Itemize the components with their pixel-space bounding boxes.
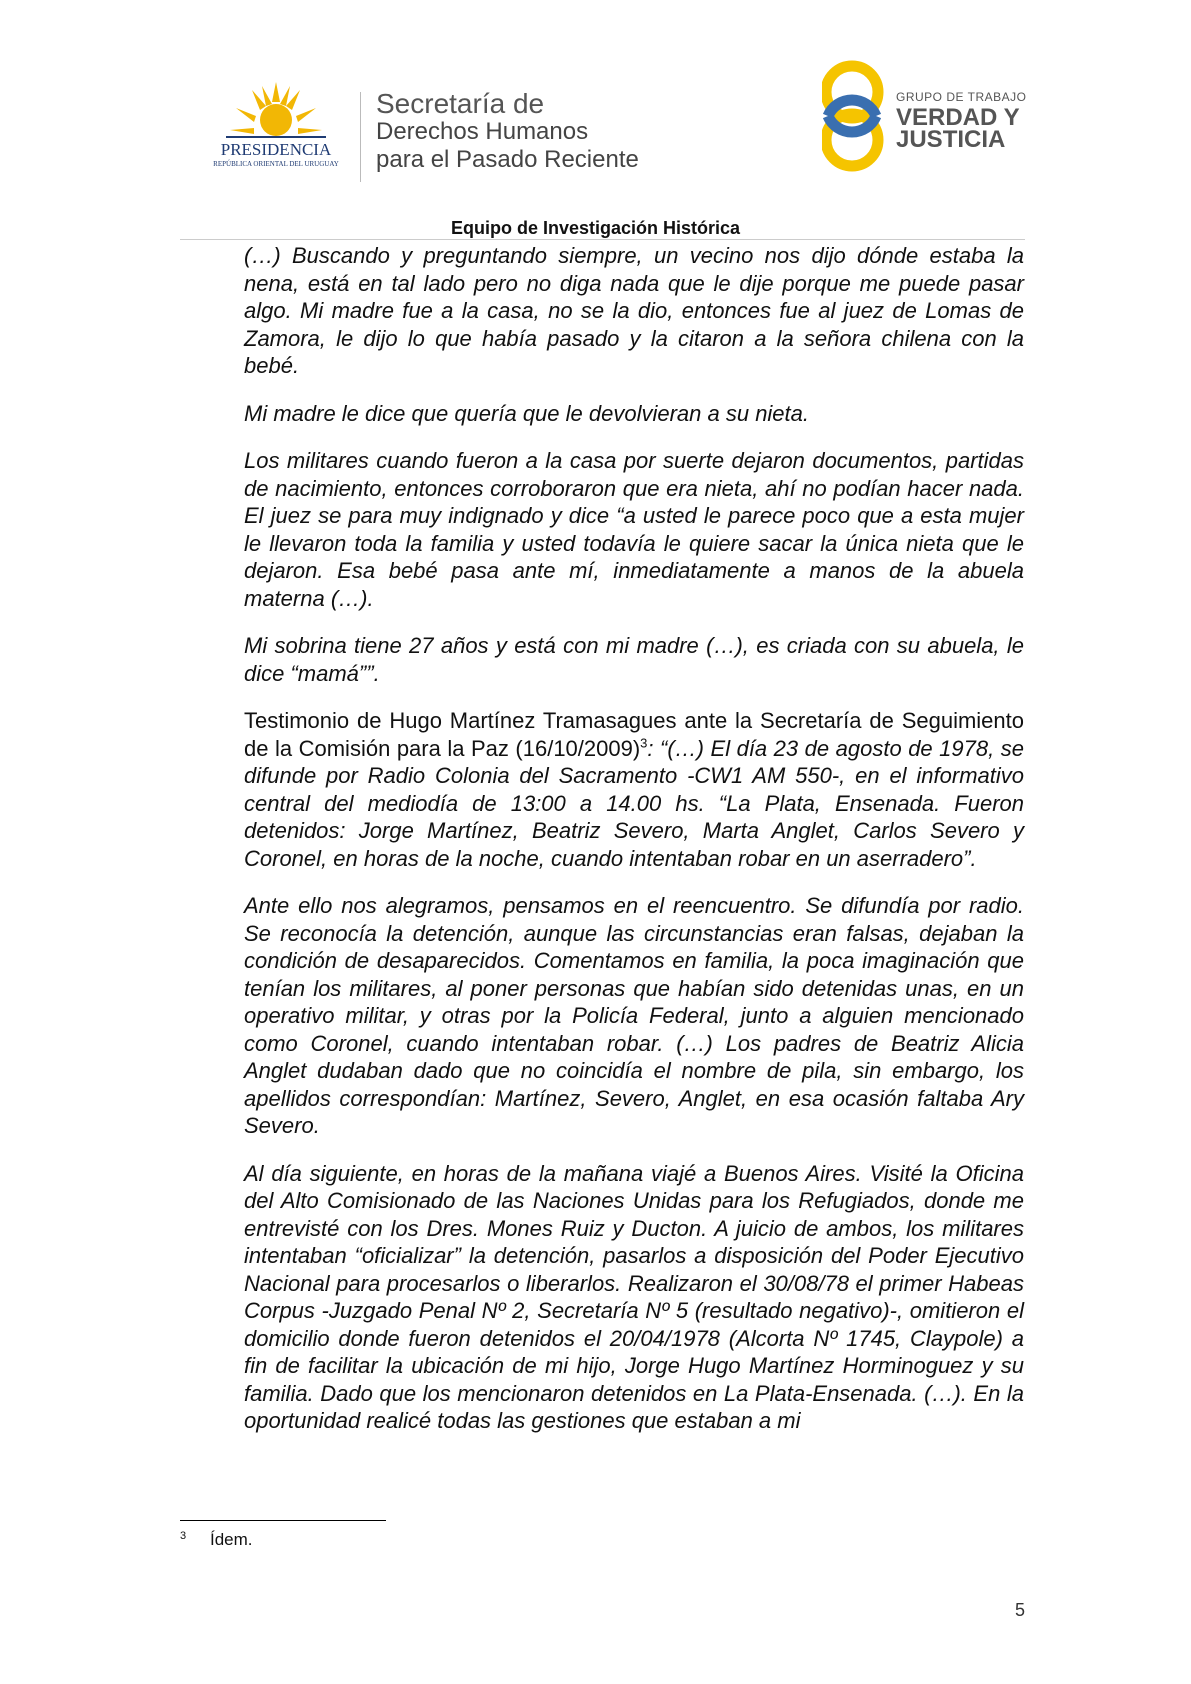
footnote-ref[interactable]: 3 bbox=[640, 735, 648, 751]
testimony-intro: Testimonio de Hugo Martínez Tramasagues ante la Secretaría de Seguimiento de la Comisión para la Paz (16/10/2009) bbox=[244, 708, 1024, 761]
paragraph-7: Al día siguiente, en horas de la mañana viajé a Buenos Aires. Visité la Oficina del Alto Comisionado de las Naciones Unidas para los Refugiados, donde me entrevisté con los Dres. Mones Ruiz y Ducton. A juicio de ambos, los militares intentaban “oficializar” la detención, pasarlos a disposición del Poder Ejecutivo Nacional para procesarlos o liberarlos. Realizaron el 30/08/78 el primer Habeas Corpus -Juzgado Penal Nº 2, Secretaría Nº 5 (resultado negativo)-, omitieron el domicilio donde fueron detenidos el 20/04/1978 (Alcorta Nº 1745, Claypole) a fin de facilitar la ubicación de mi hijo, Jorge Hugo Martínez Horminoguez y su familia. Dado que los mencionaron detenidos en La Plata-Ensenada. (…). En la oportunidad realicé todas las gestiones que estaban a mi bbox=[244, 1160, 1024, 1433]
document-body bbox=[244, 242, 1024, 1455]
secretaria-block bbox=[376, 90, 639, 174]
verdad-label: VERDAD Y bbox=[896, 104, 1020, 131]
grupo-label: GRUPO DE TRABAJO bbox=[896, 90, 1027, 104]
page-number: 5 bbox=[1015, 1600, 1026, 1620]
footnote-rule bbox=[180, 1520, 386, 1521]
page-header bbox=[0, 0, 1191, 238]
presidencia-sub: REPÚBLICA ORIENTAL DEL URUGUAY bbox=[213, 160, 339, 168]
header-divider bbox=[360, 92, 361, 182]
paragraph-2: Mi madre le dice que quería que le devolvieran a su nieta. bbox=[244, 400, 810, 426]
paragraph-6: Ante ello nos alegramos, pensamos en el reencuentro. Se difundía por radio. Se reconocía la detención, aunque las circunstancias eran falsas, dejaban la condición de desaparecidos. Comentamos en familia, la poca imaginación que tenían los militares, al poner personas que habían sido detenidas unas, en un operativo militar, y otras por la Policía Federal, junto a alguien mencionado como Coronel, cuando intentaban robar. (…) Los padres de Beatriz Alicia Anglet dudaban dado que no coincidía el nombre de pila, sin embargo, los apellidos correspondían: Martínez, Severo, Anglet, en esa ocasión faltaba Ary Severo. bbox=[244, 893, 1024, 1138]
justicia-label: JUSTICIA bbox=[896, 126, 1006, 153]
paragraph-3: Los militares cuando fueron a la casa por suerte dejaron documentos, partidas de nacimiento, entonces corroboraron que era nieta, ahí no podían hacer nada. El juez se para muy indignado y dice “a usted le parece poco que a esta mujer le llevaron toda la familia y usted todavía le quiere sacar la única nieta que le dejaron. Esa bebé pasa ante mí, inmediatamente a manos de la abuela materna (…). bbox=[244, 448, 1024, 611]
footnote-text: Ídem. bbox=[210, 1530, 253, 1549]
presidencia-label: PRESIDENCIA bbox=[220, 140, 332, 159]
footnote-number: 3 bbox=[180, 1530, 187, 1542]
secretaria-line1: Secretaría de bbox=[376, 88, 545, 119]
paragraph-1: (…) Buscando y preguntando siempre, un vecino nos dijo dónde estaba la nena, está en tal lado pero no diga nada que le dije porque me puede pasar algo. Mi madre fue a la casa, no se la dio, entonces fue al juez de Lomas de Zamora, le dijo lo que había pasado y la citaron a la señora chilena con la bebé. bbox=[244, 243, 1024, 378]
team-title: Equipo de Investigación Histórica bbox=[450, 218, 741, 238]
header-rule bbox=[180, 239, 1025, 240]
paragraph-4: Mi sobrina tiene 27 años y está con mi madre (…), es criada con su abuela, le dice “mamá””. bbox=[244, 633, 1024, 686]
secretaria-line3: para el Pasado Reciente bbox=[376, 146, 639, 173]
footnote bbox=[180, 1530, 253, 1550]
testimony-quote: : “(…) El día 23 de agosto de 1978, se difunde por Radio Colonia del Sacramento -CW1 AM 550-, en el informativo central del mediodía de 13:00 a 14.00 hs. “La Plata, Ensenada. Fueron detenidos: Jorge Martínez, Beatriz Severo, Marta Anglet, Carlos Severo y Coronel, en horas de la noche, cuando intentaban robar en un aserradero”. bbox=[244, 735, 1024, 871]
paragraph-5 bbox=[244, 707, 1024, 872]
secretaria-line2: Derechos Humanos bbox=[376, 118, 589, 145]
